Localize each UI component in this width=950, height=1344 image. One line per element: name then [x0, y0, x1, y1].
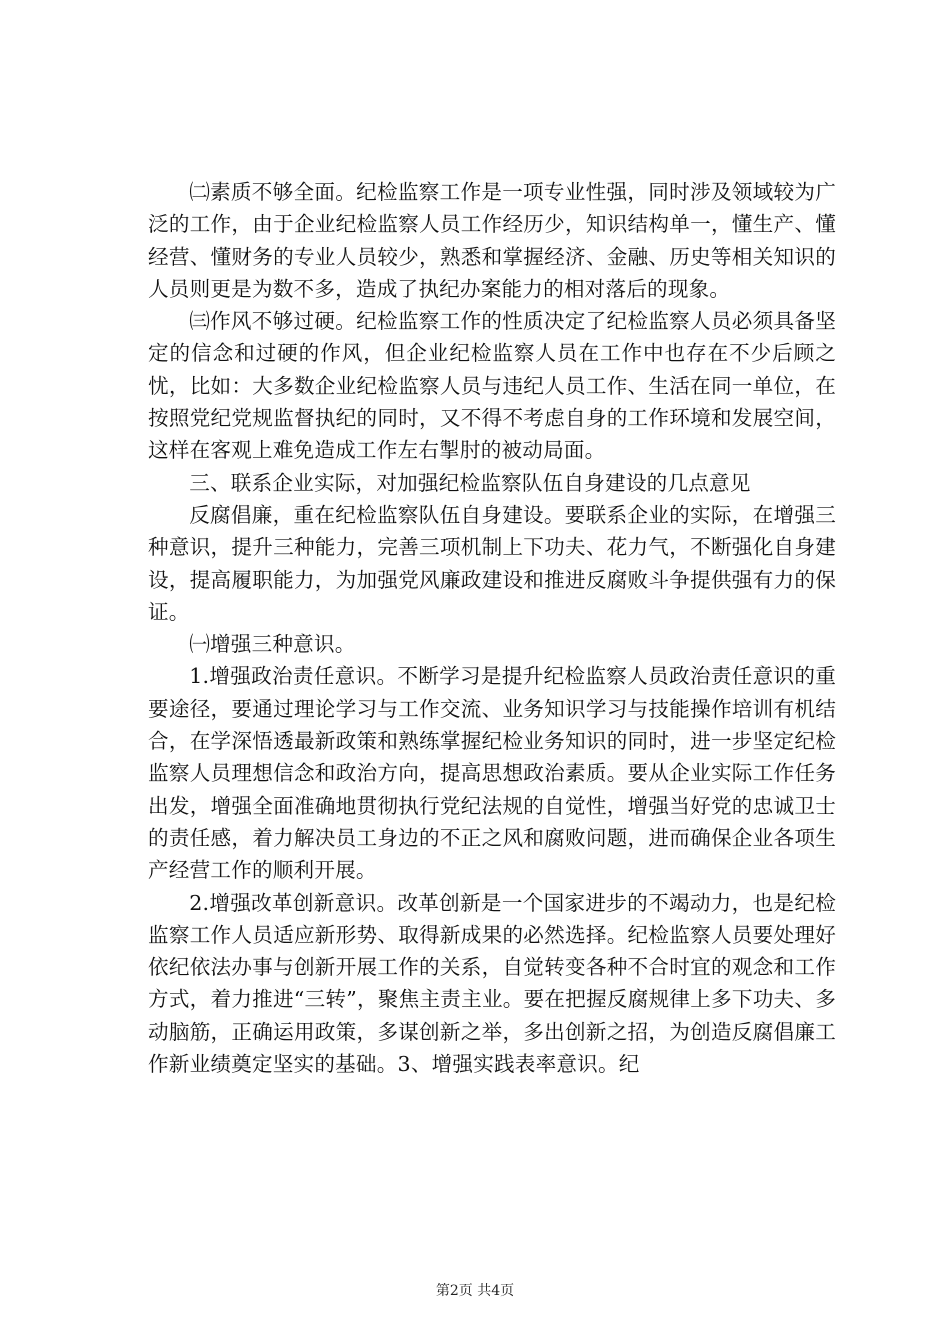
paragraph-quality: ㈡素质不够全面。纪检监察工作是一项专业性强，同时涉及领域较为广泛的工作，由于企业纪检监察人员工作经历少，知识结构单一，懂生产、懂经营、懂财务的专业人员较少，熟悉和掌握经济、金融、历史等相关知识的人员则更是为数不多，造成了执纪办案能力的相对落后的现象。 — [148, 180, 836, 301]
paragraph-reform-innovation: 2.增强改革创新意识。改革创新是一个国家进步的不竭动力，也是纪检监察工作人员适应新形势、取得新成果的必然选择。纪检监察人员要处理好依纪依法办事与创新开展工作的关系，自觉转变各种不合时宜的观念和工作方式，着力推进“三转”，聚焦主责主业。要在把握反腐规律上多下功夫、多动脑筋，正确运用政策，多谋创新之举，多出创新之招，为创造反腐倡廉工作新业绩奠定坚实的基础。3、增强实践表率意识。纪 — [148, 890, 836, 1077]
subheading-three-awareness: ㈠增强三种意识。 — [189, 632, 356, 657]
paragraph-anti-corruption: 反腐倡廉，重在纪检监察队伍自身建设。要联系企业的实际，在增强三种意识，提升三种能力，完善三项机制上下功夫、花力气，不断强化自身建设，提高履职能力，为加强党风廉政建设和推进反腐败斗争提供强有力的保证。 — [148, 502, 836, 624]
paragraph-work-style: ㈢作风不够过硬。纪检监察工作的性质决定了纪检监察人员必须具备坚定的信念和过硬的作风，但企业纪检监察人员在工作中也存在不少后顾之忧，比如：大多数企业纪检监察人员与违纪人员工作、生活在同一单位，在按照党纪党规监督执纪的同时，又不得不考虑自身的工作环境和发展空间，这样在客观上难免造成工作左右掣肘的被动局面。 — [148, 309, 836, 463]
section-heading-three: 三、联系企业实际，对加强纪检监察队伍自身建设的几点意见 — [189, 470, 751, 495]
document-body — [148, 176, 836, 1080]
page-number-footer: 第2页 共4页 — [435, 1283, 515, 1299]
paragraph-political-responsibility: 1.增强政治责任意识。不断学习是提升纪检监察人员政治责任意识的重要途径，要通过理论学习与工作交流、业务知识学习与技能操作培训有机结合，在学深悟透最新政策和熟练掌握纪检业务知识的同时，进一步坚定纪检监察人员理想信念和政治方向，提高思想政治素质。要从企业实际工作任务出发，增强全面准确地贯彻执行党纪法规的自觉性，增强当好党的忠诚卫士的责任感，着力解决员工身边的不正之风和腐败问题，进而确保企业各项生产经营工作的顺利开展。 — [148, 664, 836, 883]
